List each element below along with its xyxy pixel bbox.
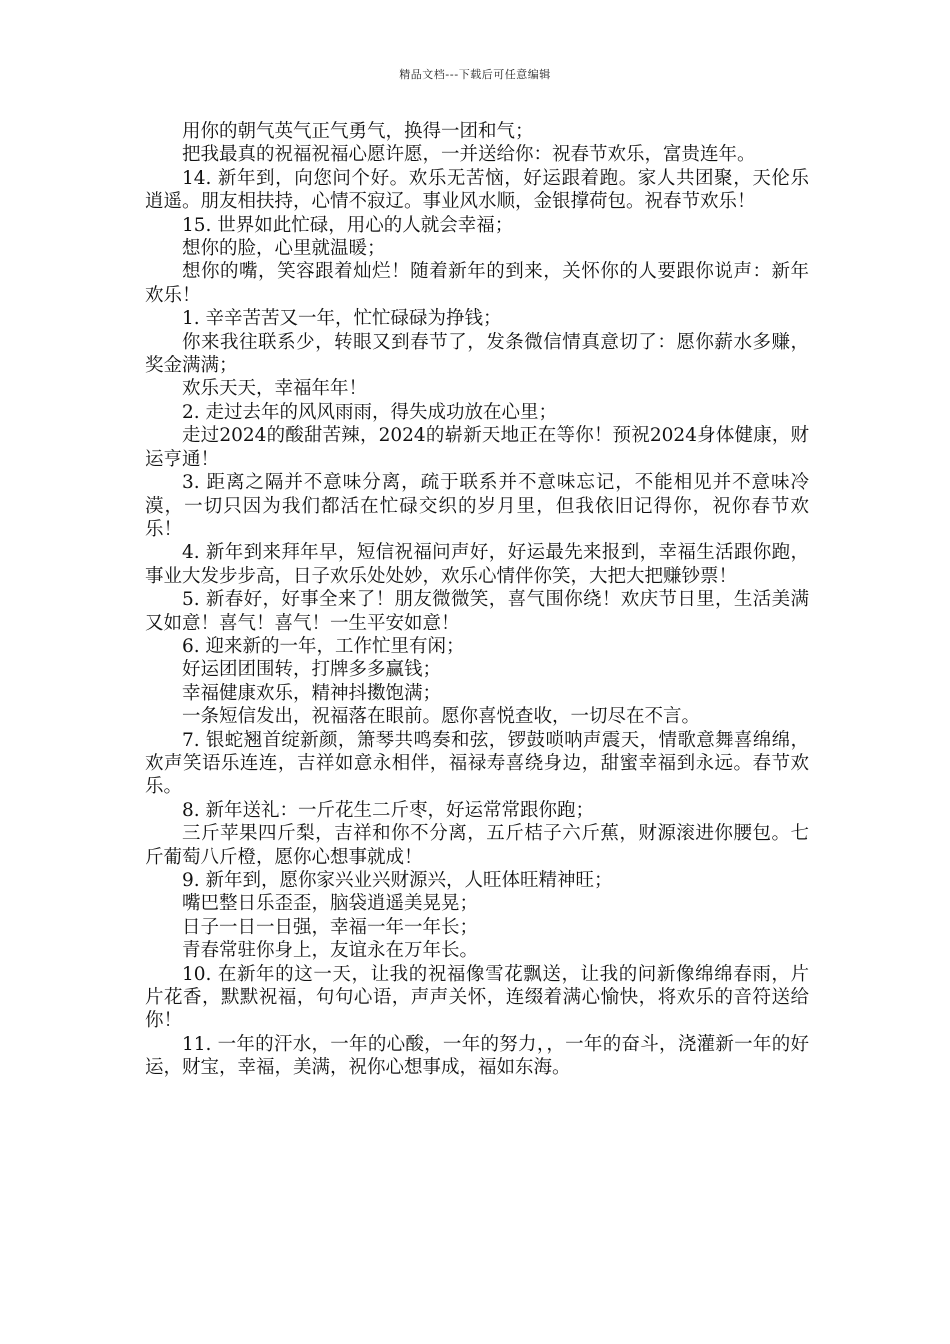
paragraph: 走过2024的酸甜苦辣，2024的崭新天地正在等你！预祝2024身体健康，财运亨通！ xyxy=(145,425,809,470)
paragraph: 10. 在新年的这一天，让我的祝福像雪花飘送，让我的问新像绵绵春雨，片片花香，默默祝福，句句心语，声声关怀，连缀着满心愉快，将欢乐的音符送给你！ xyxy=(145,963,809,1032)
document-body xyxy=(145,120,809,1080)
paragraph: 4. 新年到来拜年早，短信祝福问声好，好运最先来报到，幸福生活跟你跑，事业大发步步高，日子欢乐处处妙，欢乐心情伴你笑，大把大把赚钞票！ xyxy=(145,542,809,587)
paragraph: 日子一日一日强，幸福一年一年长； xyxy=(182,916,479,938)
paragraph: 15. 世界如此忙碌，用心的人就会幸福； xyxy=(182,214,514,236)
paragraph: 5. 新春好，好事全来了！朋友微微笑，喜气围你绕！欢庆节日里，生活美满又如意！喜气！喜气！一生平安如意！ xyxy=(145,589,809,634)
paragraph: 6. 迎来新的一年，工作忙里有闲； xyxy=(182,635,465,657)
paragraph: 你来我往联系少，转眼又到春节了，发条微信情真意切了：愿你薪水多赚，奖金满满； xyxy=(145,331,809,377)
paragraph: 想你的嘴，笑容跟着灿烂！随着新年的到来，关怀你的人要跟你说声：新年欢乐！ xyxy=(145,261,809,306)
page-header: 精品文档---下载后可任意编辑 xyxy=(399,68,551,81)
paragraph: 想你的脸，心里就温暖； xyxy=(182,238,386,260)
paragraph: 9. 新年到，愿你家兴业兴财源兴，人旺体旺精神旺； xyxy=(182,870,613,891)
paragraph: 三斤苹果四斤梨，吉祥和你不分离，五斤桔子六斤蕉，财源滚进你腰包。七斤葡萄八斤橙，愿你心想事就成！ xyxy=(145,823,809,868)
paragraph: 欢乐天天，幸福年年！ xyxy=(182,378,368,400)
paragraph: 用你的朝气英气正气勇气，换得一团和气； xyxy=(182,121,534,142)
paragraph: 青春常驻你身上，友谊永在万年长。 xyxy=(182,940,479,962)
paragraph: 把我最真的祝福祝福心愿许愿，一并送给你：祝春节欢乐，富贵连年。 xyxy=(182,144,756,166)
paragraph: 3. 距离之隔并不意味分离，疏于联系并不意味忘记，不能相见并不意味冷漠，一切只因为我们都活在忙碌交织的岁月里，但我依旧记得你，祝你春节欢乐！ xyxy=(145,472,809,540)
paragraph: 一条短信发出，祝福落在眼前。愿你喜悦查收，一切尽在不言。 xyxy=(182,706,701,728)
paragraph: 嘴巴整日乐歪歪，脑袋逍遥美晃晃； xyxy=(182,893,479,915)
paragraph: 幸福健康欢乐，精神抖擞饱满； xyxy=(182,682,442,704)
paragraph: 好运团团围转，打牌多多赢钱； xyxy=(182,659,442,681)
paragraph: 2. 走过去年的风风雨雨，得失成功放在心里； xyxy=(182,401,558,423)
paragraph: 7. 银蛇翘首绽新颜，箫琴共鸣奏和弦，锣鼓唢呐声震天，情歌意舞喜绵绵，欢声笑语乐连连，吉祥如意永相伴，福禄寿喜绕身边，甜蜜幸福到永远。春节欢乐。 xyxy=(145,729,809,798)
paragraph: 14. 新年到，向您问个好。欢乐无苦恼，好运跟着跑。家人共团聚，天伦乐逍遥。朋友相扶持，心情不寂辽。事业风水顺，金银撑荷包。祝春节欢乐！ xyxy=(145,167,809,213)
paragraph: 8. 新年送礼：一斤花生二斤枣，好运常常跟你跑； xyxy=(182,799,595,821)
paragraph: 1. 辛辛苦苦又一年，忙忙碌碌为挣钱； xyxy=(182,308,502,330)
paragraph: 11. 一年的汗水，一年的心酸，一年的努力，，一年的奋斗，浇灌新一年的好运，财宝，幸福，美满，祝你心想事成，福如东海。 xyxy=(145,1033,809,1079)
